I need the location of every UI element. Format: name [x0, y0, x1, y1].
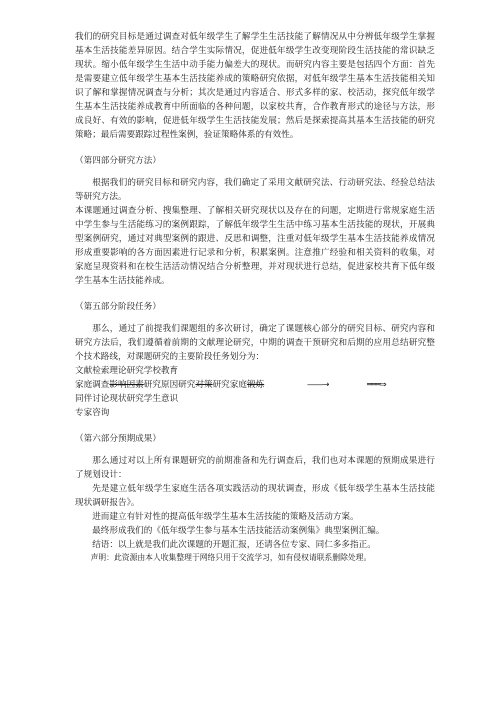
section4-heading: （第四部分研究方法）	[75, 156, 161, 166]
section6-paragraph-1: 那么通过对以上所有课题研究的前期准备和先行调查后，我们也对本课题的预期成果进行了规划设计：	[75, 456, 435, 480]
section4-paragraph-2: 本课题通过调查分析、搜集整理、了解相关研究现状以及存在的问题，定期进行常规家庭生活中学生参与生活能练习的案例跟踪，了解低年级学生生活中练习基本生活技能的现状，开展典型案例研究，通过对典型案例的跟进、反思和调整，注重对低年级学生基本生活技能养成情况形成重要影响的各方面因素进行记录和分析，积累案例。注意推广经验和相关资料的收集，对家庭呈现资料和在校生活活动情况结合分析整理，并对现状进行总结，促进家校共育下低年级学生基本生活技能养成。	[75, 206, 435, 286]
stage-line-1: 文献检索理论研究学校教育	[75, 366, 179, 376]
section6-heading: （第六部分预期成果）	[75, 434, 161, 444]
arrow-right-icon: ═══⇒	[367, 380, 386, 390]
stage-text-d: 对策	[195, 380, 213, 390]
section6-paragraph-2: 先是建立低年级学生家庭生活各项实践活动的现状调查，形成《低年级学生基本生活技能现状调研报告》。	[75, 484, 435, 508]
section6-paragraph-3: 进而建立有针对性的提高低年级学生基本生活技能的策略及活动方案。	[92, 512, 359, 522]
stage-line-2	[75, 378, 435, 392]
stage-text-f: 锻炼	[246, 380, 265, 390]
stage-text-b: 影响因素	[109, 380, 144, 390]
document-page	[75, 30, 435, 564]
stage-text-a: 家庭调查	[75, 380, 110, 390]
section5-paragraph-1: 那么，通过了前提我们课题组的多次研讨，确定了课题核心部分的研究目标、研究内容和研究方法后，我们遵循着前期的文献理论研究，中期的调查干预研究和后期的应用总结研究整个技术路线，对课题研究的主要阶段任务划分为：	[75, 324, 435, 362]
section5-heading: （第五部分阶段任务）	[75, 302, 161, 312]
section6-paragraph-4: 最终形成我们的《低年级学生参与基本生活技能活动案例集》典型案例汇编。	[92, 526, 385, 536]
stage-text-c: 研究原因研究	[143, 380, 196, 390]
intro-paragraph: 我们的研究目标是通过调查对低年级学生了解学生生活技能了解情况从中分辨低年级学生掌握基本生活技能差异原因。结合学生实际情况，促进低年级学生改变现阶段生活技能的常识缺乏现状。缩小低年级学生生活中动手能力偏差大的现状。而研究内容主要是包括四个方面：首先是需要建立低年级学生基本生活技能养成的策略研究依据，对低年级学生基本生活技能相关知识了解和掌握情况调查与分析；其次是通过内容适合、形式多样的家、校活动，探究低年级学生基本生活技能养成教育中所面临的各种问题，以家校共育，合作教育形式的途径与方法，形成良好、有效的影响，促进低年级学生生活技能发展；然后是探索提高其基本生活技能的研究策略；最后需要跟踪过程性案例，验证策略体系的有效性。	[75, 32, 435, 140]
arrow-right-icon: ——→	[307, 380, 329, 390]
stage-line-3: 同伴讨论现状研究学生意识	[75, 394, 179, 404]
stage-line-4: 专家咨询	[75, 408, 110, 418]
copyright-notice: 声明：此资源由本人收集整理于网络只用于交流学习，如有侵权请联系删除处理。	[90, 553, 372, 562]
stage-text-e: 研究家庭	[212, 380, 247, 390]
section4-paragraph-1: 根据我们的研究目标和研究内容，我们确定了采用文献研究法、行动研究法、经验总结法等研究方法。	[75, 178, 435, 202]
section6-conclusion: 结语：以上就是我们此次课题的开题汇报，还请各位专家、同仁多多指正。	[92, 540, 376, 550]
